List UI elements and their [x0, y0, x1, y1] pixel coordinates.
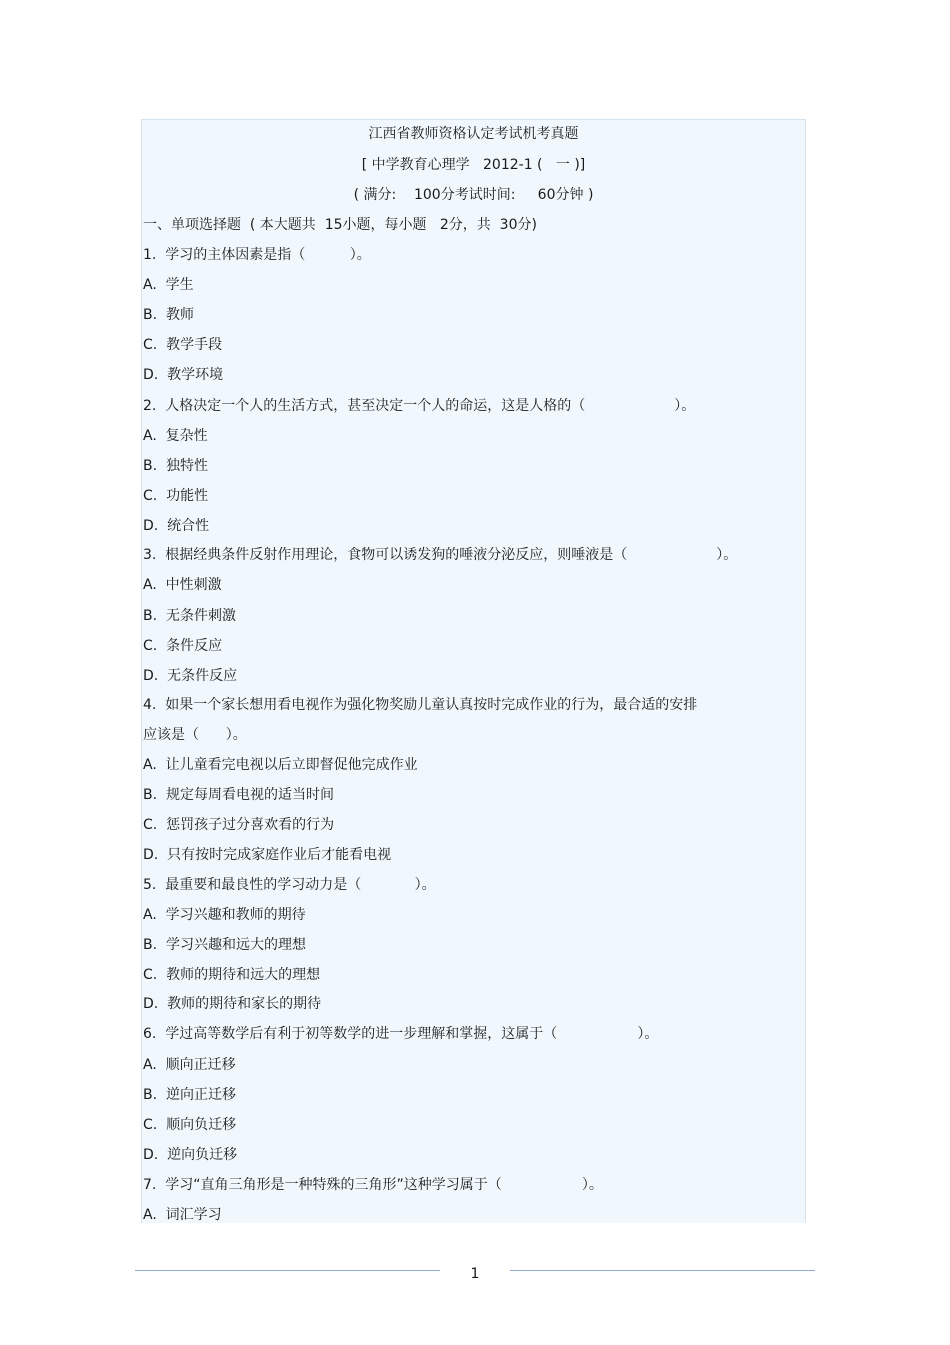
- answer-option: A. 词汇学习: [143, 1207, 222, 1223]
- exam-subtitle: [ 中学教育心理学 2012-1 ( 一 )]: [361, 157, 586, 173]
- answer-option: A. 顺向正迁移: [143, 1057, 236, 1073]
- answer-option: C. 条件反应: [143, 638, 223, 654]
- question-stem: 6. 学过高等数学后有利于初等数学的进一步理解和掌握，这属于（ ）。: [143, 1026, 659, 1042]
- question-stem: 3. 根据经典条件反射作用理论，食物可以诱发狗的唾液分泌反应，则唾液是（ ）。: [143, 547, 738, 563]
- answer-option: C. 教师的期待和远大的理想: [143, 967, 321, 983]
- answer-option: C. 顺向负迁移: [143, 1117, 237, 1133]
- answer-option: D. 统合性: [143, 518, 210, 534]
- answer-option: A. 让儿童看完电视以后立即督促他完成作业: [143, 757, 418, 773]
- answer-option: B. 教师: [143, 307, 194, 323]
- question-stem: 7. 学习“直角三角形是一种特殊的三角形”这种学习属于（ ）。: [143, 1177, 603, 1193]
- answer-option: A. 复杂性: [143, 428, 208, 444]
- answer-option: B. 逆向正迁移: [143, 1087, 236, 1103]
- page-number: 1: [470, 1266, 480, 1282]
- exam-title: 江西省教师资格认定考试机考真题: [368, 126, 579, 142]
- exam-content-panel: [141, 119, 806, 1223]
- answer-option: B. 学习兴趣和远大的理想: [143, 937, 306, 953]
- answer-option: B. 独特性: [143, 458, 208, 474]
- answer-option: D. 只有按时完成家庭作业后才能看电视: [143, 847, 392, 863]
- exam-info: ( 满分: 100分考试时间: 60分钟 ): [353, 187, 594, 203]
- answer-option: D. 教师的期待和家长的期待: [143, 996, 322, 1012]
- answer-option: D. 无条件反应: [143, 668, 238, 684]
- question-stem: 5. 最重要和最良性的学习动力是（ ）。: [143, 877, 436, 893]
- answer-option: C. 教学手段: [143, 337, 223, 353]
- answer-option: C. 功能性: [143, 488, 209, 504]
- section-heading: 一、单项选择题 ( 本大题共 15小题，每小题 2分，共 30分): [143, 217, 537, 233]
- question-stem-continuation: 应该是（ ）。: [143, 727, 247, 743]
- answer-option: A. 学习兴趣和教师的期待: [143, 907, 306, 923]
- answer-option: B. 规定每周看电视的适当时间: [143, 787, 334, 803]
- question-stem: 4. 如果一个家长想用看电视作为强化物奖励儿童认真按时完成作业的行为，最合适的安排: [143, 697, 698, 713]
- answer-option: D. 逆向负迁移: [143, 1147, 238, 1163]
- footer-rule-right: [510, 1270, 815, 1271]
- question-stem: 1. 学习的主体因素是指（ ）。: [143, 247, 371, 263]
- answer-option: C. 惩罚孩子过分喜欢看的行为: [143, 817, 335, 833]
- answer-option: B. 无条件刺激: [143, 608, 236, 624]
- question-stem: 2. 人格决定一个人的生活方式，甚至决定一个人的命运，这是人格的（ ）。: [143, 398, 696, 414]
- answer-option: A. 学生: [143, 277, 194, 293]
- answer-option: D. 教学环境: [143, 367, 224, 383]
- footer-rule-left: [135, 1270, 440, 1271]
- answer-option: A. 中性刺激: [143, 577, 222, 593]
